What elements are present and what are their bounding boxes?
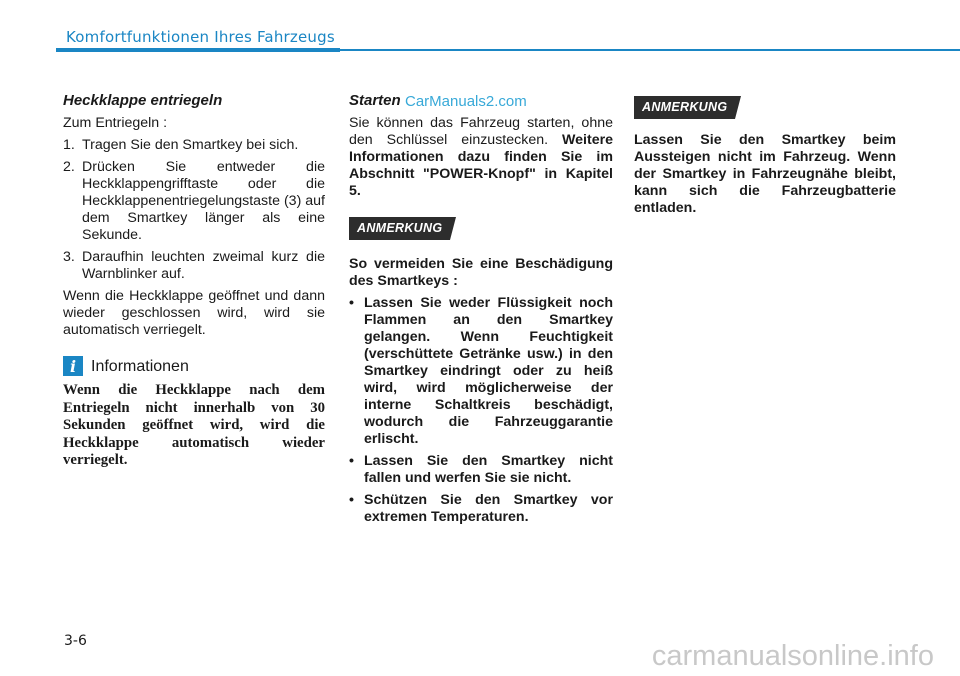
step-number: 1.: [63, 137, 75, 153]
bullet-text: Lassen Sie weder Flüssigkeit noch Flammen an den Smartkey gelangen. Wenn Feuchtigkeit (verschüttete Getränke usw.) in den Smartkey eindringt oder zu heiß wird, wird möglicherweise der interne Schaltkreis beschädigt, wodurch die Fahrzeuggarantie erlischt.: [364, 295, 613, 447]
column-left: [63, 92, 325, 470]
column-middle: [349, 92, 613, 531]
step-text: Daraufhin leuchten zweimal kurz die Warnblinker auf.: [82, 249, 325, 282]
note-badge: ANMERKUNG: [634, 96, 735, 119]
list-item: [349, 453, 613, 487]
list-item: [63, 159, 325, 244]
note-badge: ANMERKUNG: [349, 217, 450, 240]
start-text-bold: Weitere Informationen dazu finden Sie im Abschnitt "POWER-Knopf" in Kapitel 5.: [349, 132, 613, 199]
section-title: Komfortfunktionen Ihres Fahrzeugs: [66, 28, 335, 46]
info-body: Wenn die Heckklappe nach dem Entriegeln nicht innerhalb von 30 Sekunden geöffnet wird, wird die Heckklappe automatisch wieder verriegelt.: [63, 382, 325, 468]
info-header: [63, 356, 325, 376]
column-right: [634, 96, 896, 222]
footer-watermark: carmanualsonline.info: [651, 640, 934, 672]
intro-text: Zum Entriegeln :: [63, 115, 168, 131]
page-header: [0, 22, 960, 52]
page-number: 3-6: [64, 633, 87, 649]
start-text: Sie können das Fahrzeug starten, ohne den Schlüssel einzustecken.: [349, 115, 613, 148]
bullet-icon: •: [349, 492, 354, 508]
bullet-icon: •: [349, 295, 354, 311]
info-icon: i: [63, 356, 83, 376]
heading-tailgate-unlock: Heckklappe entriegeln: [63, 92, 223, 109]
watermark-link[interactable]: CarManuals2.com: [405, 93, 527, 110]
step-text: Drücken Sie entweder die Heckklappengrifftaste oder die Heckklappenentriegelungstaste (3) auf dem Smartkey länger als eine Sekunde.: [82, 159, 325, 243]
header-rule-thin: [340, 49, 960, 51]
bullet-icon: •: [349, 453, 354, 469]
list-item: [349, 492, 613, 526]
list-item: [349, 295, 613, 448]
heading-start: Starten: [349, 92, 401, 109]
list-item: [63, 249, 325, 283]
header-rule-thick: [56, 48, 340, 52]
note-intro: So vermeiden Sie eine Beschädigung des Smartkeys :: [349, 256, 613, 289]
note-body: Lassen Sie den Smartkey beim Aussteigen nicht im Fahrzeug. Wenn der Smartkey in Fahrzeugnähe bleibt, kann sich die Fahrzeugbatterie entladen.: [634, 132, 896, 216]
bullet-text: Lassen Sie den Smartkey nicht fallen und werfen Sie sie nicht.: [364, 453, 613, 486]
bullet-text: Schützen Sie den Smartkey vor extremen Temperaturen.: [364, 492, 613, 525]
step-number: 3.: [63, 249, 75, 265]
list-item: [63, 137, 325, 154]
step-text: Tragen Sie den Smartkey bei sich.: [82, 137, 299, 153]
info-title: Informationen: [91, 357, 189, 375]
paragraph: Wenn die Heckklappe geöffnet und dann wieder geschlossen wird, wird sie automatisch verriegelt.: [63, 288, 325, 338]
paragraph: [349, 115, 613, 200]
step-number: 2.: [63, 159, 75, 175]
